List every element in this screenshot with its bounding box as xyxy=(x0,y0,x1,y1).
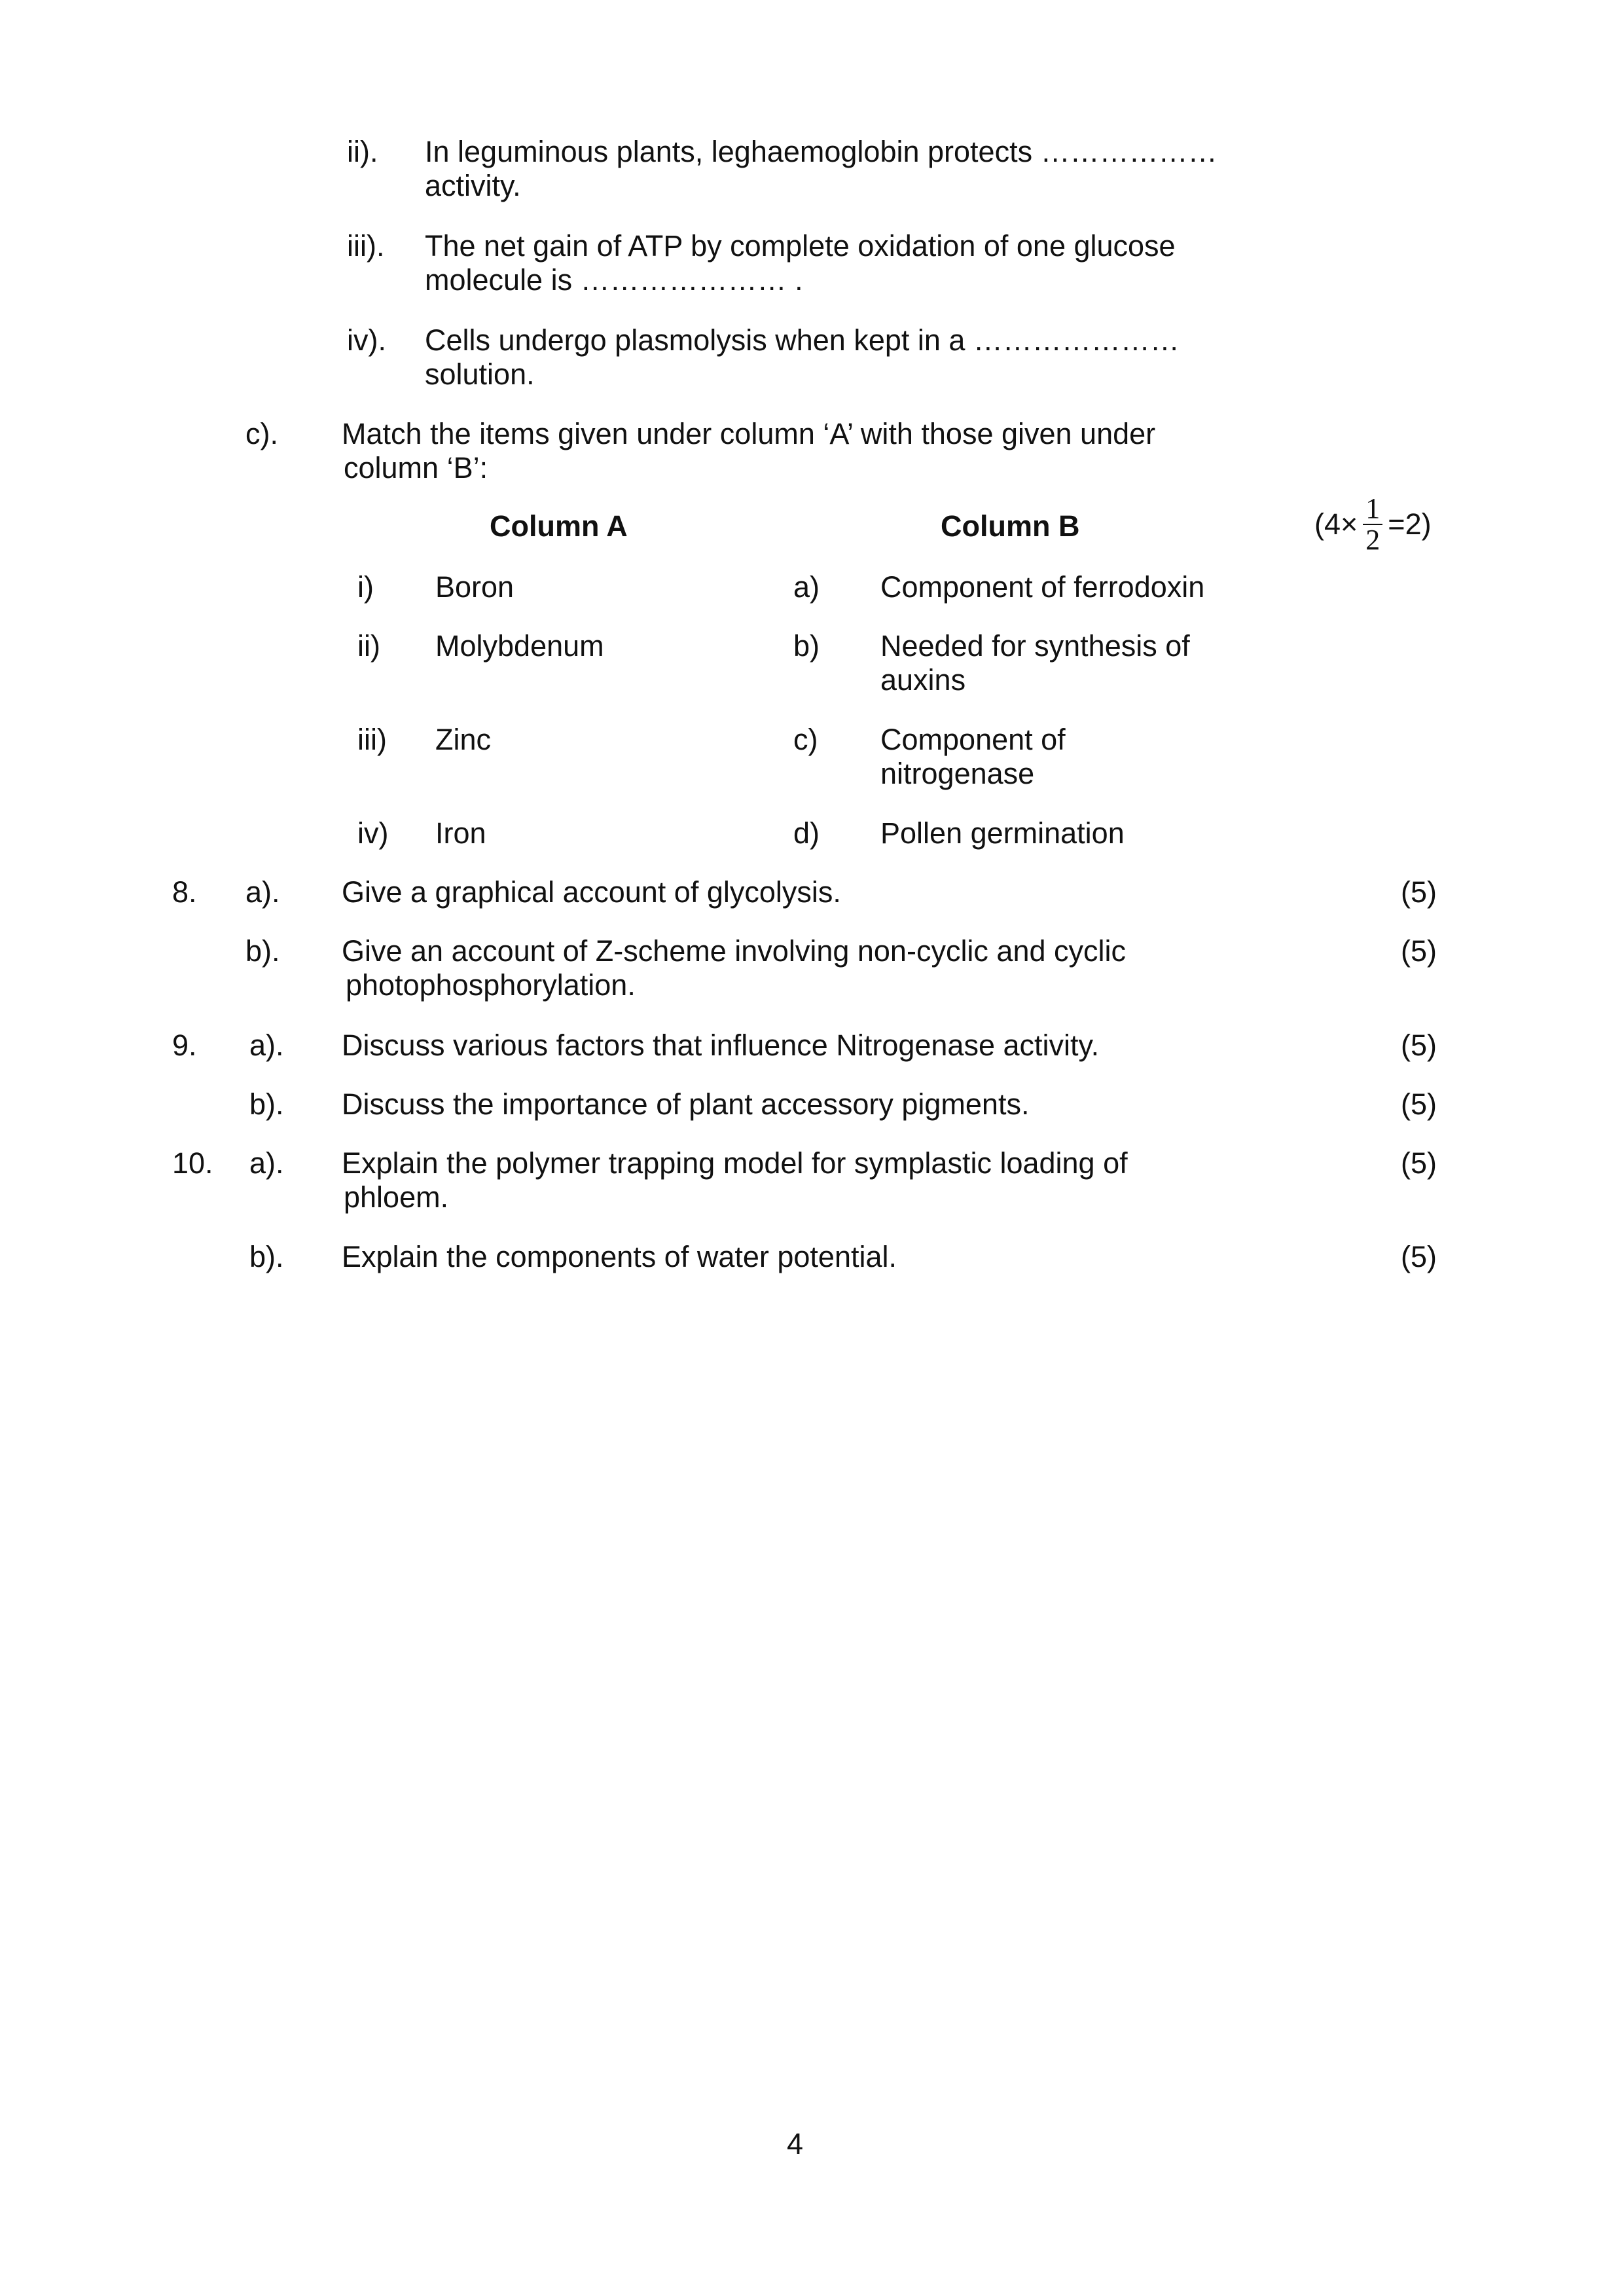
fraction-numerator: 1 xyxy=(1363,494,1382,525)
column-a-item: Iron xyxy=(435,816,486,850)
column-b-item: Pollen germination xyxy=(880,816,1125,850)
column-a-item: Molybdenum xyxy=(435,629,604,663)
part-label: a). xyxy=(249,1146,284,1180)
marks-suffix: =2) xyxy=(1388,507,1432,541)
part-label: a). xyxy=(249,1029,284,1062)
question-text: Explain the components of water potential. xyxy=(342,1240,897,1273)
fraction-denominator: 2 xyxy=(1365,524,1380,556)
item-number: iii). xyxy=(347,229,385,263)
question-text: Discuss various factors that influence Nitrogenase activity. xyxy=(342,1029,1100,1062)
marks-label: (5) xyxy=(1401,1146,1437,1180)
question-text-continued: phloem. xyxy=(344,1180,449,1214)
part-label: c). xyxy=(245,417,278,450)
question-text-continued: photophosphorylation. xyxy=(346,968,636,1002)
column-b-item: Component of ferrodoxin xyxy=(880,570,1205,604)
question-text: Give a graphical account of glycolysis. xyxy=(342,875,841,909)
item-text-continued: molecule is ………………… . xyxy=(425,263,803,297)
marks-label: (5) xyxy=(1401,1240,1437,1273)
column-a-number: iii) xyxy=(357,723,387,756)
instruction-text: Match the items given under column ‘A’ with those given under xyxy=(342,417,1156,450)
part-label: b). xyxy=(249,1087,284,1121)
item-text: The net gain of ATP by complete oxidation of one glucose xyxy=(425,229,1176,263)
marks-label: (5) xyxy=(1401,1087,1437,1121)
question-text: Discuss the importance of plant accessory pigments. xyxy=(342,1087,1030,1121)
item-text: In leguminous plants, leghaemoglobin protects ……………… xyxy=(425,135,1218,168)
part-label: b). xyxy=(245,934,280,968)
column-b-item-continued: auxins xyxy=(880,663,966,697)
column-b-item: Component of xyxy=(880,723,1066,756)
column-b-letter: c) xyxy=(793,723,818,756)
column-a-number: i) xyxy=(357,570,374,604)
item-text-continued: solution. xyxy=(425,357,535,391)
column-b-letter: a) xyxy=(793,570,820,604)
column-a-header: Column A xyxy=(490,509,628,543)
marks-label: (5) xyxy=(1401,934,1437,968)
instruction-text-continued: column ‘B’: xyxy=(344,451,488,484)
part-label: b). xyxy=(249,1240,284,1273)
marks-label: (5) xyxy=(1401,1029,1437,1062)
column-b-item-continued: nitrogenase xyxy=(880,757,1035,790)
marks-label: (5) xyxy=(1401,875,1437,909)
page-number: 4 xyxy=(787,2127,804,2160)
column-a-item: Boron xyxy=(435,570,514,604)
question-number: 8. xyxy=(172,875,197,909)
item-text: Cells undergo plasmolysis when kept in a ………………… xyxy=(425,323,1180,357)
item-text-continued: activity. xyxy=(425,169,521,202)
column-b-letter: b) xyxy=(793,629,820,663)
question-number: 9. xyxy=(172,1029,197,1062)
column-a-item: Zinc xyxy=(435,723,492,756)
question-text: Explain the polymer trapping model for symplastic loading of xyxy=(342,1146,1128,1180)
question-text: Give an account of Z-scheme involving non-cyclic and cyclic xyxy=(342,934,1127,968)
column-a-number: iv) xyxy=(357,816,389,850)
part-label: a). xyxy=(245,875,280,909)
marks-prefix: (4× xyxy=(1314,507,1358,541)
half-fraction xyxy=(1363,494,1382,555)
question-number: 10. xyxy=(172,1146,213,1180)
column-b-letter: d) xyxy=(793,816,820,850)
column-a-number: ii) xyxy=(357,629,380,663)
item-number: ii). xyxy=(347,135,378,168)
column-b-item: Needed for synthesis of xyxy=(880,629,1190,663)
marks-allocation xyxy=(1314,494,1432,555)
column-b-header: Column B xyxy=(941,509,1080,543)
item-number: iv). xyxy=(347,323,386,357)
